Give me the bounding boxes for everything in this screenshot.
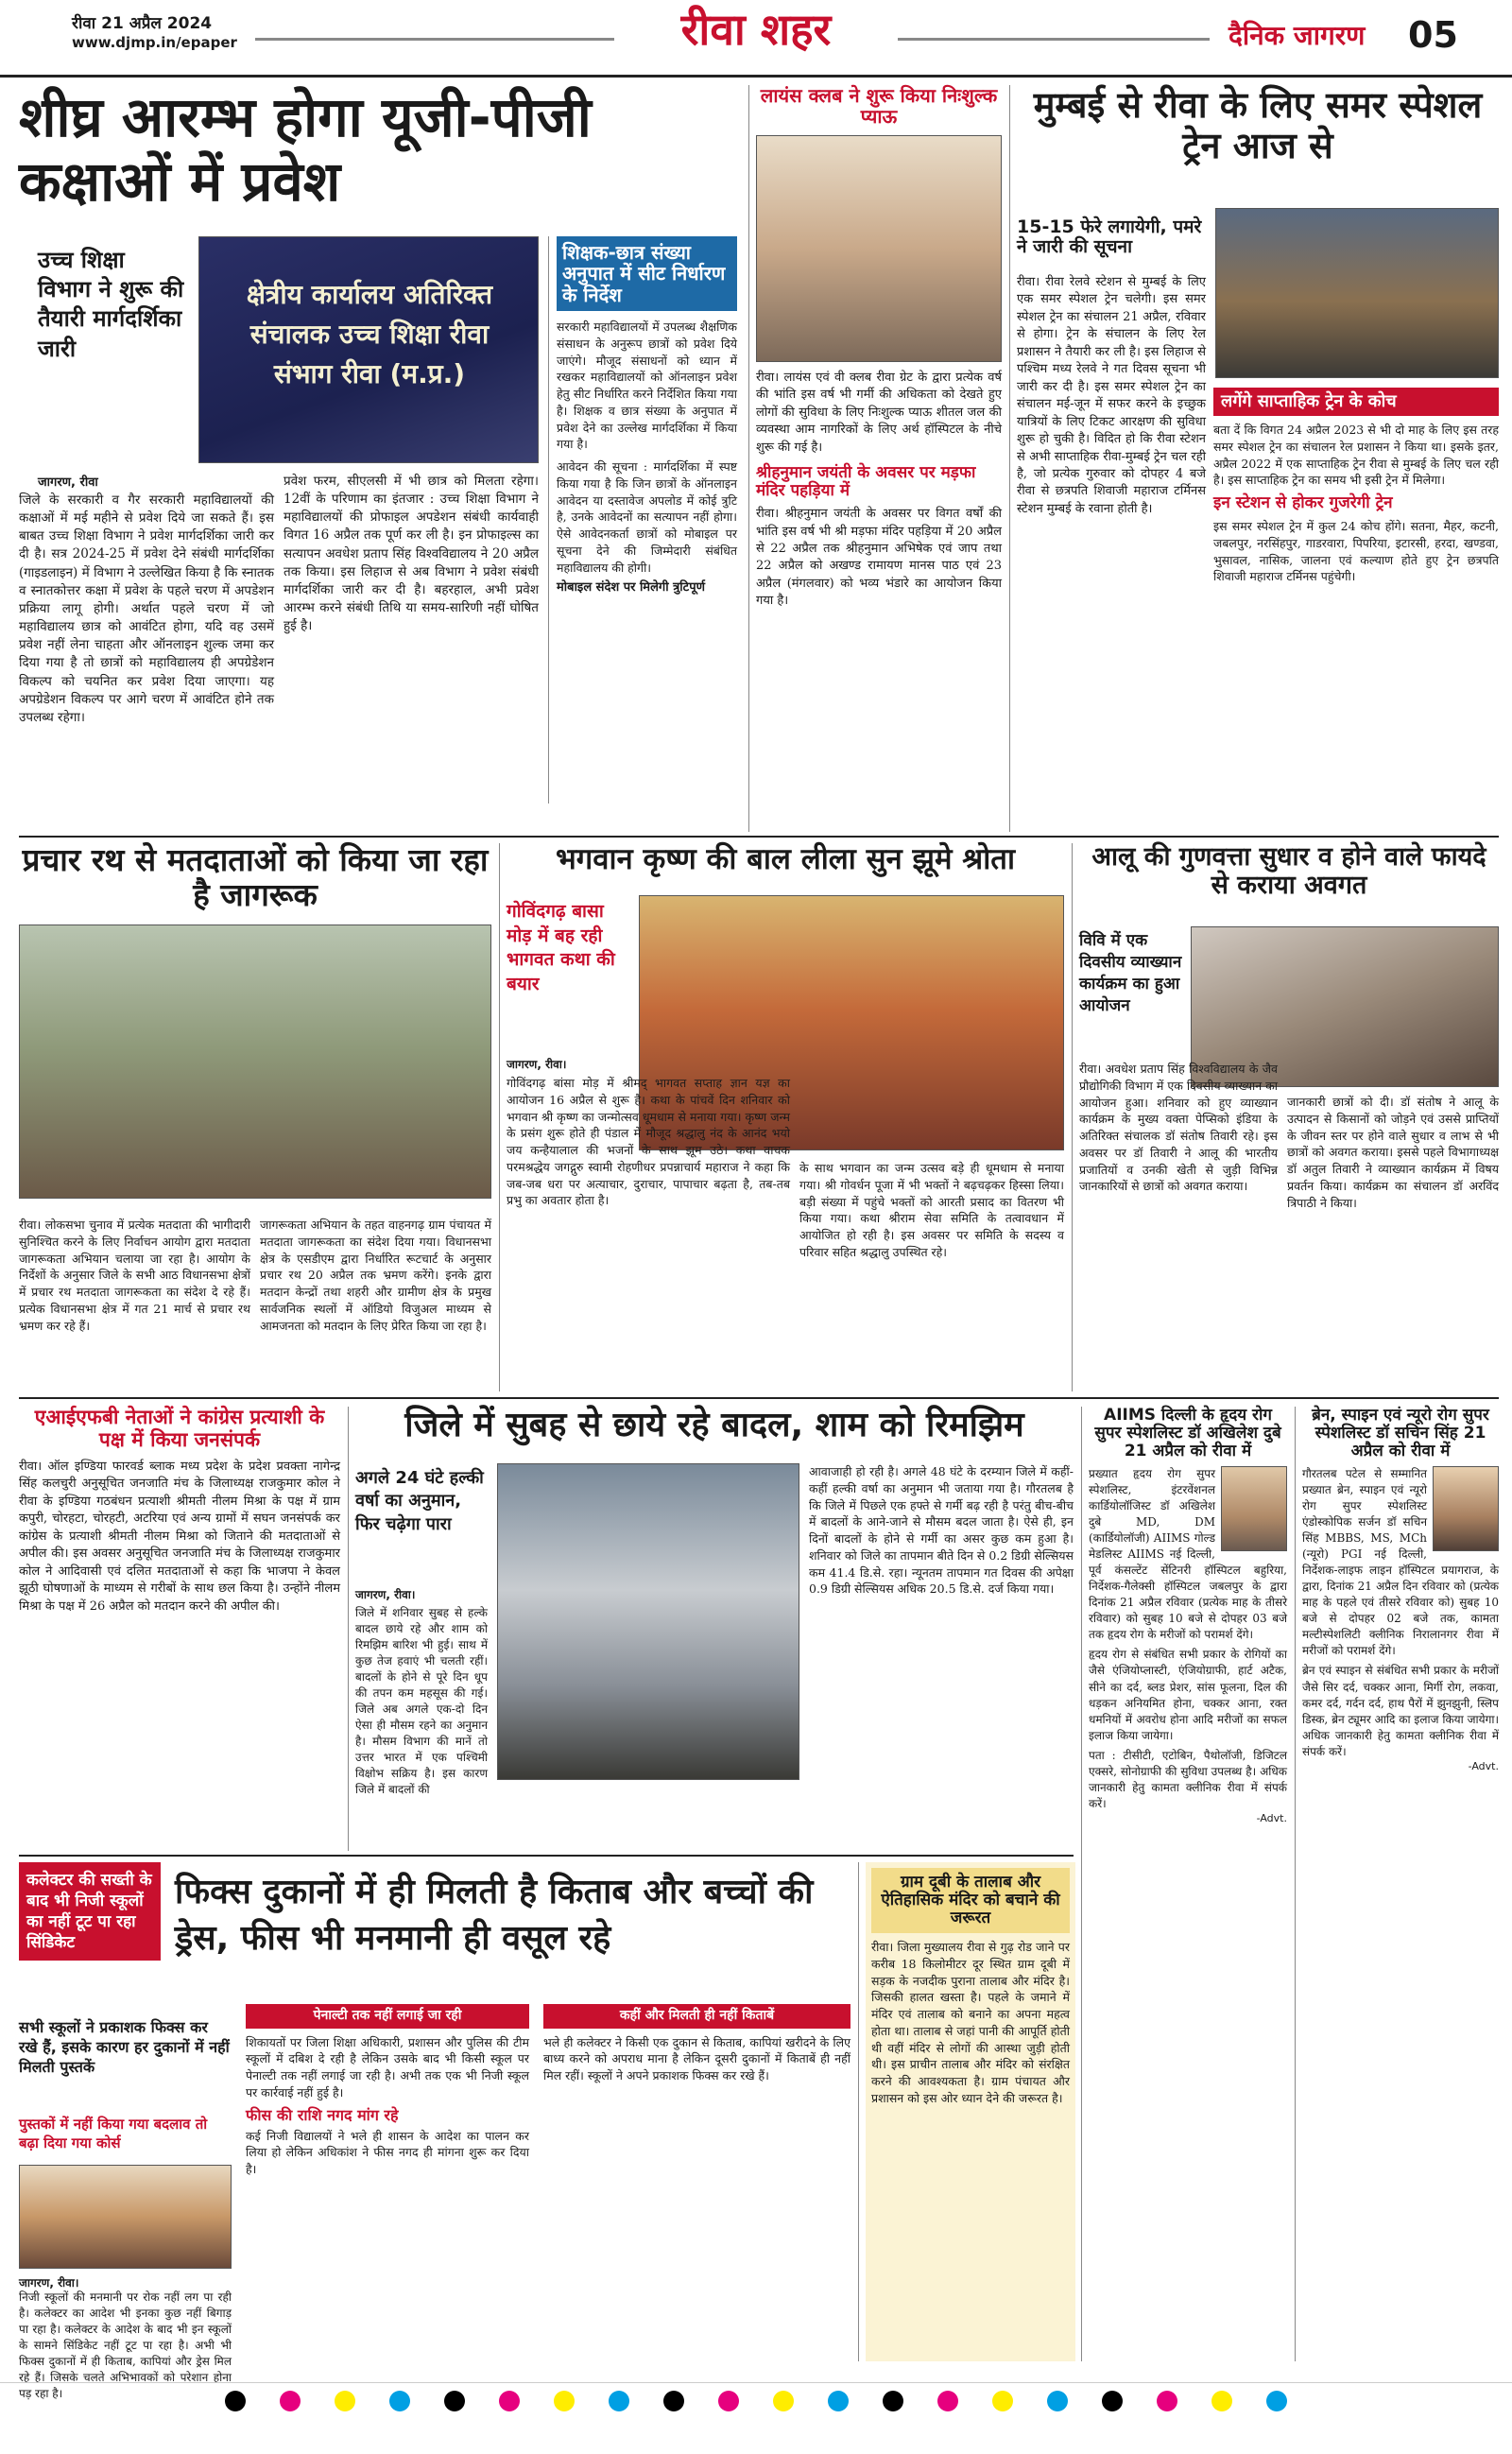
ad-headline: AIIMS दिल्ली के हृदय रोग सुपर स्पेशलिस्ट डॉ अखिलेश दुबे 21 अप्रैल को रीवा में	[1094, 1406, 1281, 1461]
article-ugpg	[19, 85, 739, 832]
page-number: 05	[1408, 14, 1458, 56]
article-body: रीवा। लायंस एवं वी क्लब रीवा ग्रेट के द्वारा प्रत्येक वर्ष की भांति इस वर्ष भी गर्मी की अधिकता को देखते हुए लोगों की सुविधा के लिए निःशुल्क प्याऊ शीतल जल की व्यवस्था आम नागरिकों के लिए अर्थ हॉस्पिटल के नीचे शुरू की गई है।	[756, 370, 1002, 455]
headline: ग्राम दूबी के तालाब और ऐतिहासिक मंदिर को बचाने की जरूरत	[871, 1868, 1070, 1933]
ad-body-2: ब्रेन एवं स्पाइन से संबंधित सभी प्रकार के मरीजों जैसे सिर दर्द, चक्कर आना, मिर्गी रोग, लकवा, कमर दर्द, गर्दन दर्द, हाथ पैरों में झुनझुनी, स्लिप डिस्क, ब्रेन ट्यूमर आदि का इलाज किया जायेगा। अधिक जानकारी हेतु कामता क्लीनिक रीवा में संपर्क करें।	[1302, 1664, 1499, 1758]
box-body-2: इस समर स्पेशल ट्रेन में कुल 24 कोच होंगे। सतना, मैहर, कटनी, जबलपुर, नरसिंहपुर, गाडरवारा, पिपरिया, इटारसी, हरदा, खण्डवा, भुसावल, नासिक, जालना एवं कल्याण होते हुए ट्रेन छत्रपति शिवाजी महाराज टर्मिनस पहुंचेगी।	[1213, 519, 1499, 584]
article-aifb	[19, 1407, 340, 1851]
photo-clouds	[497, 1463, 799, 1780]
article-summer-train	[1017, 85, 1499, 832]
article-body-2: जानकारी छात्रों को दी। डॉ संतोष ने आलू के उत्पादन से किसानों को जोड़ने एवं उससे प्राप्तियों के जीवन स्तर पर होने वाले सुधार व लाभ से भी छात्रों को अवगत कराया। इससे पहले विभागाध्यक्ष डॉ अतुल तिवारी ने व्याख्यान कार्यक्रम में विषय प्रवर्तन किया। कार्यक्रम का संचालन डॉ अरविंद त्रिपाठी ने किया।	[1287, 1095, 1499, 1210]
article-body-1: जिले के सरकारी व गैर सरकारी महाविद्यालयों की कक्षाओं में मई महीने से प्रवेश दिये जा सकते हैं। इस बाबत उच्च शिक्षा विभाग ने प्रवेश मार्गदर्शिका जारी कर दी है। सत्र 2024-25 में प्रवेश देने संबंधी मार्गदर्शिका (गाइडलाइन) में विभाग ने उल्लेखित किया है कि स्नातक व स्नातकोत्तर कक्षा में प्रवेश के पहले चरण में अपडेशन प्रक्रिया लागू होगी। अर्थात पहले चरण में जो महाविद्यालय छात्र को आवंटित होगा, यदि वह उसमें प्रवेश नहीं लेना चाहता और ऑनलाइन शुल्क जमा कर दिया गया है तो छात्रों को महाविद्यालय ही अपग्रेडेशन विकल्प को चयनित कर प्रवेश दिया जाएगा। यह अपग्रेडेशन विकल्प पर आगे चरण में आवंटित होने तक उपलब्ध रहेगा।	[19, 493, 274, 725]
article-pond-temple	[866, 1862, 1075, 2361]
subheadline: श्रीहनुमान जयंती के अवसर पर मड़फा मंदिर पहड़िया में	[756, 463, 976, 501]
article-body: रीवा। ऑल इण्डिया फारवर्ड ब्लाक मध्य प्रदेश के प्रदेश प्रवक्ता नागेन्द्र सिंह कलचुरी अनुसूचित जनजाति मंच के जिलाध्यक्ष राजकुमार कोल ने रीवा के इण्डिया गठबंधन प्रत्याशी श्रीमती नीलम मिश्रा के पक्ष में ग्राम कपुरी, चोरहटा, चोरहटी, अटरिया एवं अन्य ग्रामों में सघन जनसंपर्क कर कांग्रेस के प्रत्याशी श्रीमती नीलम मिश्रा को जिताने की मतदाताओं से अपील की। इस अवसर अनुसूचित जनजाति मंच के जिलाध्यक्ष राजकुमार कोल ने आदिवासी एवं दलित मतदाताओं से कहा कि भाजपा ने केवल झूठी घोषणाओं के माध्यम से गरीबों के साथ छल किया है। उन्होंने नीलम मिश्रा के पक्ष में 26 अप्रैल को मतदान करने की अपील की।	[19, 1460, 340, 1614]
article-lions-club	[756, 85, 1002, 832]
column-title: पेनाल्टी तक नहीं लगाई जा रही	[246, 2004, 529, 2029]
headline: शीघ्र आरम्भ होगा यूजी-पीजी कक्षाओं में प्रवेश	[19, 85, 592, 215]
article-body-2: के साथ भगवान का जन्म उत्सव बड़े ही धूमधाम से मनाया गया। श्री गोवर्धन पूजा में भी भक्तों ने बढ़चढ़कर हिस्सा लिया। बड़ी संख्या में पहुंचे भक्तों को आरती प्रसाद का वितरण भी किया गया। कथा श्रीराम सेवा समिति के तत्वावधान में आयोजित हो रही है। इस अवसर पर समिति के सदस्य व परिवार सहित श्रद्धालु उपस्थित रहे।	[799, 1161, 1064, 1259]
column-subtitle: फीस की राशि नगद मांग रहे	[246, 2105, 399, 2124]
masthead	[0, 0, 1512, 78]
box-title: लगेंगे साप्ताहिक ट्रेन के कोच	[1213, 388, 1499, 416]
paper-name: दैनिक जागरण	[1228, 20, 1366, 51]
ad-advt-label: -Advt.	[1468, 1759, 1499, 1772]
subheadline: उच्च शिक्षा विभाग ने शुरू की तैयारी मार्गदर्शिका जारी	[38, 247, 184, 362]
headline: लायंस क्लब ने शुरू किया निःशुल्क प्याऊ	[760, 84, 998, 129]
divider	[1072, 843, 1073, 1391]
divider	[748, 85, 749, 832]
article-potato-lecture	[1079, 843, 1499, 1391]
divider-row-3	[19, 1855, 1074, 1857]
photo-office-sign	[198, 236, 539, 463]
ad-dr-sachin-singh	[1302, 1407, 1499, 2361]
headline: एआईएफबी नेताओं ने कांग्रेस प्रत्याशी के पक्ष में किया जनसंपर्क	[34, 1406, 325, 1451]
article-weather	[355, 1407, 1074, 1851]
article-prachar-rath	[19, 843, 491, 1391]
ad-body: गौरतलब पटेल से सम्मानित प्रख्यात ब्रेन, स्पाइन एवं न्यूरो रोग सुपर स्पेशलिस्ट एंडोस्कोपिक सर्जन डॉ सचिन सिंह MBBS, MS, MCh (न्यूरो) PGI नई दिल्ली, निर्देशक-लाइफ लाइन हॉस्पिटल प्रयागराज, के द्वारा, दिनांक 21 अप्रैल दिन रविवार को (प्रत्येक माह के पहले एवं तीसरे रविवार को) सुबह 10 बजे से दोपहर 02 बजे तक, कामता मल्टीस्पेशलिटी क्लीनिक निरालानगर रीवा में मरीजों को परामर्श देंगे।	[1302, 1467, 1499, 1658]
subheadline: 15-15 फेरे लगायेगी, पमरे ने जारी की सूचना	[1017, 216, 1202, 258]
column-penalty	[246, 2004, 529, 2361]
ad-body: प्रख्यात हृदय रोग सुपर स्पेशलिस्ट, इंटरवेंशनल कार्डियोलॉजिस्ट डॉ अखिलेश दुबे MD, DM (कार्डियोलॉजी) AIIMS गोल्ड मेडलिस्ट AIIMS नई दिल्ली, पूर्व कंसल्टेंट सेंटिनरी हॉस्पिटल बहुरिया, निर्देशक-गैलेक्सी हॉस्पिटल जबलपुर के द्वारा दिनांक 21 अप्रैल रविवार (प्रत्येक माह के तीसरे रविवार) को सुबह 10 बजे से दोपहर 03 बजे तक हृदय रोग के मरीजों को परामर्श देंगे।	[1089, 1467, 1287, 1642]
masthead-rule-left	[255, 38, 614, 41]
headline: आलू की गुणवत्ता सुधार व होने वाले फायदे से कराया अवगत	[1091, 842, 1486, 901]
photo-doctor	[1433, 1466, 1499, 1551]
divider	[1295, 1407, 1296, 2361]
subheadline: विवि में एक दिवसीय व्याख्यान कार्यक्रम का हुआ आयोजन	[1079, 931, 1182, 1015]
article-body-2: प्रवेश फरम, सीएलसी में भी छात्र को मिलता रहेगा। 12वीं के परिणाम का इंतजार : उच्च शिक्षा विभाग ने महाविद्यालयों की प्रोफाइल अपडेशन संबंधी कार्यवाही विगत 16 अप्रैल तक पूर्ण कर ली है। इन प्रोफाइल्स का सत्यापन अवधेश प्रताप सिंह विश्वविद्यालय ने 20 अप्रैल तक किया। इस लिहाज से अब विभाग ने प्रवेश संबंधी मार्गदर्शिका जारी कर दी है। बहरहाल, अभी प्रवेश आरम्भ करने संबंधी तिथि या समय-सारिणी नहीं घोषित हुई है।	[284, 474, 539, 634]
divider-row-2	[19, 1397, 1499, 1399]
article-body-2: आवाजाही हो रही है। अगले 48 घंटे के दरम्यान जिले में कहीं-कहीं हल्की वर्षा का अनुमान भी जताया गया है। गौरतलब है कि जिले में पिछले एक हफ्ते से गर्मी बढ़ रही है परंतु बीच-बीच में बादलों के आने-जाने से मौसम बदल जाता है। ऐसे ही, इन दिनों बादलों के होने से गर्मी का असर कुछ कम हुआ है। शनिवार को जिले का तापमान बीते दिन से 0.2 डिग्री सेल्सियस कम 41.4 डि.से. रहा। न्यूनतम तापमान गत दिवस की अपेक्षा 0.9 डिग्री सेल्सियस अधिक 20.5 डि.से. दर्ज किया गया।	[809, 1464, 1074, 1597]
headline: मुम्बई से रीवा के लिए समर स्पेशल ट्रेन आज से	[1033, 84, 1483, 166]
article-body: रीवा। लोकसभा चुनाव में प्रत्येक मतदाता की भागीदारी सुनिश्चित करने के लिए निर्वाचन आयोग द्वारा मतदाता जागरूकता अभियान चलाया जा रहा है। आयोग के निर्देशों के अनुसार जिले के सभी आठ विधानसभा क्षेत्रों में प्रचार रथ मतदाता जागरूकता का संदेश दे रहे हैं। प्रत्येक विधानसभा क्षेत्र में गत 21 मार्च से प्रचार रथ भ्रमण कर रहे हैं।	[19, 1218, 250, 1333]
side-subheadline: सभी स्कूलों ने प्रकाशक फिक्स कर रखे हैं, इसके कारण हर दुकानों में नहीं मिलती पुस्तकें	[19, 2018, 230, 2076]
section-title: रीवा शहर	[680, 4, 832, 55]
color-registration-bar	[0, 2382, 1512, 2420]
article-school-syndicate	[19, 1862, 850, 2401]
headline: फिक्स दुकानों में ही मिलती है किताब और बच्चों की ड्रेस, फीस भी मनमानी ही वसूल रहे	[175, 1873, 814, 1958]
article-body: निजी स्कूलों की मनमानी पर रोक नहीं लग पा रही है। कलेक्टर का आदेश भी इनका कुछ नहीं बिगाड़ पा रहा है। कलेक्टर के आदेश के बाद भी इन स्कूलों के सामने सिंडिकेट नहीं टूट पा रहा है। अभी भी फिक्स दुकानों में ही किताब, कापियां और ड्रेस मिल रहे हैं। जिसके चलते अभिभावकों को परेशान होना पड़ रहा है।	[19, 2290, 232, 2401]
column-books	[543, 2004, 850, 2361]
column-body-2: कई निजी विद्यालयों ने भले ही शासन के आदेश का पालन कर लिया हो लेकिन अधिकांश ने फीस नगद ही मांगना शुरू कर दिया है।	[246, 2128, 529, 2177]
divider-row-1	[19, 836, 1499, 838]
photo-sign-text: क्षेत्रीय कार्यालय अतिरिक्त संचालक उच्च शिक्षा रीवा संभाग रीवा (म.प्र.)	[246, 279, 493, 389]
article-body: जिले में शनिवार सुबह से हल्के बादल छाये रहे और शाम को रिमझिम बारिश भी हुई। साथ में कुछ तेज हवाएं भी चलती रहीं। बादलों के होने से पूरे दिन धूप की तपन कम महसूस की गई। जिले अब अगले एक-दो दिन ऐसा ही मौसम रहने का अनुमान है। मौसम विभाग की मानें तो उत्तर भारत में एक पश्चिमी विक्षोभ सक्रिय है। इस कारण जिले में बादलों की	[355, 1606, 488, 1797]
box-body: बता दें कि विगत 24 अप्रैल 2023 से भी दो माह के लिए इस तरह समर स्पेशल ट्रेन का संचालन रेल प्रशासन ने किया था। इसके इतर, अप्रैल 2022 में एक साप्ताहिक ट्रेन रीवा से मुम्बई के लिए चल रही है। इस साप्ताहिक ट्रेन का समय भी इसी ट्रेन में मिलेगा।	[1213, 423, 1499, 488]
byline: जागरण, रीवा।	[19, 2276, 79, 2290]
article-body: रीवा। अवधेश प्रताप सिंह विश्वविद्यालय के जैव प्रौद्योगिकी विभाग में एक दिवसीय व्याख्यान का आयोजन हुआ। शनिवार को हुए व्याख्यान कार्यक्रम के मुख्य वक्ता पेप्सिको इंडिया के अतिरिक्त संचालक डॉ संतोष तिवारी रहे। इस अवसर पर डॉ तिवारी ने आलू की भारतीय प्रजातियों व उनकी खेती से जुड़ी विभिन्न जानकारियों से छात्रों को अवगत कराया।	[1079, 1062, 1278, 1194]
photo-schoolchildren	[19, 2165, 232, 2269]
box-subheadline: इन स्टेशन से होकर गुजरेगी ट्रेन	[1213, 493, 1393, 513]
ad-dr-akhilesh-dubey	[1089, 1407, 1287, 2361]
photo-doctor	[1221, 1466, 1287, 1551]
article-body-2: रीवा। श्रीहनुमान जयंती के अवसर पर विगत वर्षों की भांति इस वर्ष भी श्री मड़फा मंदिर पहड़िया में 20 अप्रैल से 22 अप्रैल तक श्रीहनुमान अभिषेक एवं जाप तथा 22 अप्रैल को अखण्ड रामायण मानस पाठ एवं 23 अप्रैल (मंगलवार) को भव्य भंडारे का आयोजन किया गया है।	[756, 507, 1002, 609]
box-seat-ratio	[548, 236, 737, 804]
divider	[499, 843, 500, 1391]
column-body: शिकायतों पर जिला शिक्षा अधिकारी, प्रशासन और पुलिस की टीम स्कूलों में दबिश दे रही है लेकिन उसके बाद भी किसी स्कूल पर पेनाल्टी तक नहीं लगाई जा रही है। अभी तक एक भी निजी स्कूल पर कार्रवाई नहीं हुई है।	[246, 2034, 529, 2100]
article-body: गोविंदगढ़ बांसा मोड़ में श्रीमद् भागवत सप्ताह ज्ञान यज्ञ का आयोजन 16 अप्रैल से शुरू है। कथा के पांचवें दिन शनिवार को भगवान श्री कृष्ण का जन्मोत्सव धूमधाम से मनाया गया। कृष्ण जन्म के प्रसंग शुरू होते ही पंडाल में मौजूद श्रद्धालु नंद के आनंद भयो जय कन्हैयालाल की भजनों के साथ झूम उठे। कथा वाचक परमश्रद्धेय जगद्गुरु स्वामी रोहणीधर प्रपन्नाचार्य महाराज ने कहा कि जब-जब धरा पर अत्याचार, दुराचार, पापाचार बढ़ता है, तब-तब प्रभु का अवतार होता है।	[507, 1076, 790, 1208]
divider	[1009, 85, 1010, 832]
byline: जागरण, रीवा।	[507, 1058, 567, 1071]
ad-address: पता : टीसीटी, एटोबिन, पैथोलॉजी, डिजिटल एक्सरे, सोनोग्राफी की सुविधा उपलब्ध है। अधिक जानकारी हेतु कामता क्लीनिक रीवा में संपर्क करें।	[1089, 1748, 1287, 1810]
article-body: रीवा। जिला मुख्यालय रीवा से गुढ़ रोड जाने पर करीब 18 किलोमीटर दूर स्थित ग्राम दूबी में सड़क के नजदीक पुराना तालाब और मंदिर है। जिसकी हालत खस्ता है। पहले के जमाने में मंदिर एवं तालाब को बनाने का अपना महत्व होता था। तालाब से जहां पानी की आपूर्ति होती थी वहीं मंदिर से लोगों की आस्था जुड़ी होती थी। इस प्राचीन तालाब और मंदिर को संरक्षित करने की आवश्यकता है। ग्राम पंचायत और प्रशासन को इस ओर ध्यान देने की जरूरत है।	[871, 1940, 1070, 2105]
box-body: सरकारी महाविद्यालयों में उपलब्ध शैक्षणिक संसाधन के अनुरूप छात्रों को प्रवेश दिये जाएंगे। मौजूद संसाधनों को ध्यान में रखकर महाविद्यालयों को ऑनलाइन प्रवेश हेतु सीट निर्धारित करने निर्देशित किया गया है। शिक्षक व छात्र संख्या के अनुपात में प्रवेश देने का उल्लेख मार्गदर्शिका में किया गया है।	[557, 320, 737, 452]
ad-body-2: हृदय रोग से संबंधित सभी प्रकार के रोगियों का जैसे एंजियोप्लास्टी, एंजियोग्राफी, हार्ट अटैक, सीने का दर्द, ब्लड प्रेशर, सांस फूलना, दिल की धड़कन अनियमित होना, चक्कर आना, रक्त धमनियों में अवरोध होना आदि मरीजों का सफल इलाज किया जायेगा।	[1089, 1648, 1287, 1742]
photo-water-booth	[756, 135, 1002, 362]
divider	[1081, 1407, 1082, 2361]
ad-advt-label: -Advt.	[1256, 1811, 1287, 1824]
byline: जागरण, रीवा।	[355, 1588, 416, 1601]
box-title: शिक्षक-छात्र संख्या अनुपात में सीट निर्धारण के निर्देश	[557, 236, 737, 311]
headline: प्रचार रथ से मतदाताओं को किया जा रहा है जागरूक	[22, 841, 489, 913]
column-title: कहीं और मिलती ही नहीं किताबें	[543, 2004, 850, 2029]
photo-train	[1215, 208, 1499, 378]
divider	[858, 1862, 859, 2361]
article-bhagwat-katha	[507, 843, 1064, 1391]
masthead-date: रीवा 21 अप्रैल 2024	[72, 14, 213, 33]
column-body: भले ही कलेक्टर ने किसी एक दुकान से किताब, कापियां खरीदने के लिए बाध्य करने को अपराध माना है लेकिन दूसरी दुकानों में किताबें ही नहीं मिल रहीं। स्कूलों ने अपने प्रकाशक फिक्स कर रखे हैं।	[543, 2034, 850, 2083]
divider	[348, 1407, 349, 1851]
masthead-url[interactable]: www.djmp.in/epaper	[72, 34, 237, 51]
article-body: रीवा। रीवा रेलवे स्टेशन से मुम्बई के लिए एक समर स्पेशल ट्रेन चलेगी। इस समर स्पेशल ट्रेन का संचालन 21 अप्रैल, रविवार से होगा। ट्रेन के संचालन के लिए रेल प्रशासन ने तैयारी कर ली है। इस लिहाज से पश्चिम मध्य रेलवे ने गत दिवस सूचना भी जारी कर दी है। इस समर स्पेशल ट्रेन का संचालन मई-जून में सफर करने के इच्छुक यात्रियों के लिए टिकट आरक्षण की सुविधा शुरू हो चुकी है। विदित हो कि रीवा स्टेशन से अभी साप्ताहिक रीवा-मुम्बई ट्रेन चल रही है, जो प्रत्येक गुरुवार को दोपहर 4 बजे रीवा से छत्रपति शिवाजी महाराज टर्मिनस स्टेशन मुम्बई के रवाना होती है।	[1017, 275, 1206, 516]
byline: जागरण, रीवा	[38, 475, 98, 490]
ad-headline: ब्रेन, स्पाइन एवं न्यूरो रोग सुपर स्पेशलिस्ट डॉ सचिन सिंह 21 अप्रैल को रीवा में	[1312, 1406, 1489, 1461]
side-red-text: पुस्तकों में नहीं किया गया बदलाव तो बढ़ा दिया गया कोर्स	[19, 2116, 208, 2152]
box-tag: मोबाइल संदेश पर मिलेगी त्रुटिपूर्ण	[557, 580, 705, 596]
side-headline: कलेक्टर की सख्ती के बाद भी निजी स्कूलों का नहीं टूट पा रहा सिंडिकेट	[19, 1862, 161, 1961]
photo-prachar-rath	[19, 925, 491, 1199]
article-body-2: जागरूकता अभियान के तहत वाहनगढ़ ग्राम पंचायत में मतदाता जागरूकता का संदेश दिया गया। विधानसभा क्षेत्र के एसडीएम द्वारा निर्धारित रूटचार्ट के अनुसार प्रचार रथ 20 अप्रैल तक भ्रमण करेंगे। इनके द्वारा मतदान केन्द्रों तथा शहरी और ग्रामीण क्षेत्र के प्रमुख सार्वजनिक स्थलों में ऑडियो विजुअल माध्यम से आमजनता को मतदान के लिए प्रेरित किया जा रहा है।	[260, 1218, 491, 1333]
box-body-2: आवेदन की सूचना : मार्गदर्शिका में स्पष्ट किया गया है कि जिन छात्रों के ऑनलाइन आवेदन या दस्तावेज अपलोड में कोई त्रुटि है, उनके आवेदनों का सत्यापन नहीं होगा। ऐसे आवेदनकर्ता छात्रों को मोबाइल पर सूचना देने की जिम्मेदारी संबंधित महाविद्यालय की होगी।	[557, 459, 737, 575]
masthead-rule-right	[898, 38, 1210, 41]
headline: जिले में सुबह से छाये रहे बादल, शाम को रिमझिम	[404, 1406, 1024, 1444]
headline: भगवान कृष्ण की बाल लीला सुन झूमे श्रोता	[556, 842, 1015, 876]
subheadline: अगले 24 घंटे हल्की वर्षा का अनुमान, फिर चढ़ेगा पारा	[355, 1468, 484, 1534]
box-train-coaches	[1213, 388, 1499, 832]
subheadline: गोविंदगढ़ बासा मोड़ में बह रही भागवत कथा की बयार	[507, 901, 615, 994]
